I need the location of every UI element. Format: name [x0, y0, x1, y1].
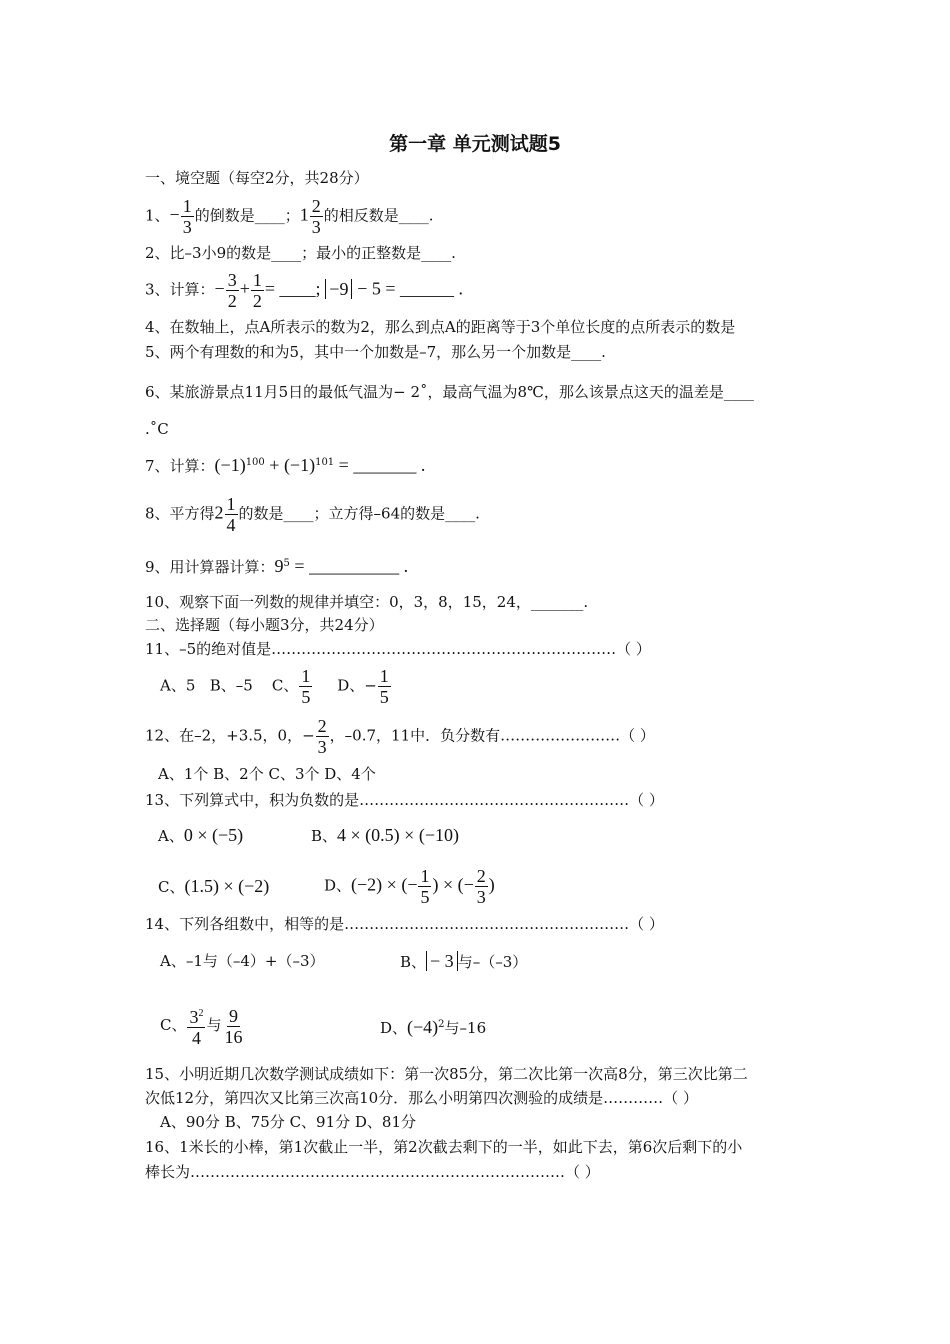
question-11: 11、–5的绝对值是……………………………………………………………（ ）: [145, 640, 651, 658]
question-5: 5、两个有理数的和为5，其中一个加数是–7，那么另一个加数是____.: [145, 343, 606, 361]
question-14: 14、下列各组数中，相等的是…………………………………………………（ ）: [145, 915, 664, 933]
question-14-option-c: C、 $\frac{3^2}{4}$ 与 $\frac{9}{16}$: [160, 1005, 243, 1048]
question-3: 3、计算：− $\frac{3}{2}$ + $\frac{1}{2}$ = ____; −9 − 5 = ______ .: [145, 270, 464, 311]
question-6-line-1: 6、某旅游景点11月5日的最低气温为− 2˚，最高气温为8℃，那么该景点这天的温差是____: [145, 383, 754, 401]
section-heading-multiple-choice: 二、选择题（每小题3分，共24分）: [145, 616, 384, 634]
question-12: 12、在–2，+3.5，0，− $\frac{2}{3}$ ，–0.7，11中．负分数有……………………（ ）: [145, 716, 655, 757]
question-13-option-d: D、(−2) × (− $\frac{1}{5}$ ) × (− $\frac{2}{3}$ ): [324, 866, 495, 907]
question-10: 10、观察下面一列数的规律并填空：0，3，8，15，24，_______.: [145, 593, 589, 611]
question-2: 2、比–3小9的数是____；最小的正整数是____.: [145, 244, 456, 262]
question-14-option-d: D、$(-4)^2$与–16: [380, 1017, 487, 1037]
question-15-line-1: 15、小明近期几次数学测试成绩如下：第一次85分，第二次比第一次高8分，第三次比第二: [145, 1065, 748, 1083]
question-7: 7、计算：$(-1)^{100} + (-1)^{101}$ = _______ .: [145, 455, 426, 475]
question-13-option-a: A、0 × (−5): [158, 825, 244, 845]
question-11-options: A、5 B、–5 C、 $\frac{1}{5}$ D、− $\frac{1}{5}$: [160, 666, 389, 707]
question-13-option-b: B、4 × (0.5) × (−10): [311, 825, 459, 845]
section-heading-fill-blank: 一、境空题（每空2分，共28分）: [145, 169, 369, 187]
question-8: 8、平方得2 $\frac{1}{4}$ 的数是____；立方得–64的数是____.: [145, 494, 480, 535]
question-13: 13、下列算式中，积为负数的是………………………………………………（ ）: [145, 791, 664, 809]
page-title: 第一章 单元测试题5: [389, 133, 561, 155]
question-4: 4、在数轴上，点A所表示的数为2，那么到点A的距离等于3个单位长度的点所表示的数是: [145, 318, 736, 336]
question-12-options: A、1个 B、2个 C、3个 D、4个: [158, 765, 376, 783]
question-14-option-a: A、–1与（–4）+（–3）: [160, 952, 325, 970]
question-16-line-1: 16、1米长的小棒，第1次截止一半，第2次截去剩下的一半，如此下去，第6次后剩下的小: [145, 1138, 743, 1156]
question-9: 9、用计算器计算：$9^5$ = __________ .: [145, 556, 409, 576]
question-13-option-c: C、(1.5) × (−2): [158, 876, 270, 896]
question-1: 1、− $\frac{1}{3}$ 的倒数是____；1 $\frac{2}{3}$ 的相反数是____.: [145, 196, 434, 237]
question-16-line-2: 棒长为…………………………………………………………………（ ）: [145, 1163, 600, 1181]
question-14-option-b: B、 − 3 与–（–3）: [400, 951, 528, 971]
question-15-line-2: 次低12分，第四次又比第三次高10分．那么小明第四次测验的成绩是…………（ ）: [145, 1089, 698, 1107]
question-6-line-2: .˚C: [145, 420, 169, 438]
question-15-options: A、90分 B、75分 C、91分 D、81分: [160, 1113, 417, 1131]
